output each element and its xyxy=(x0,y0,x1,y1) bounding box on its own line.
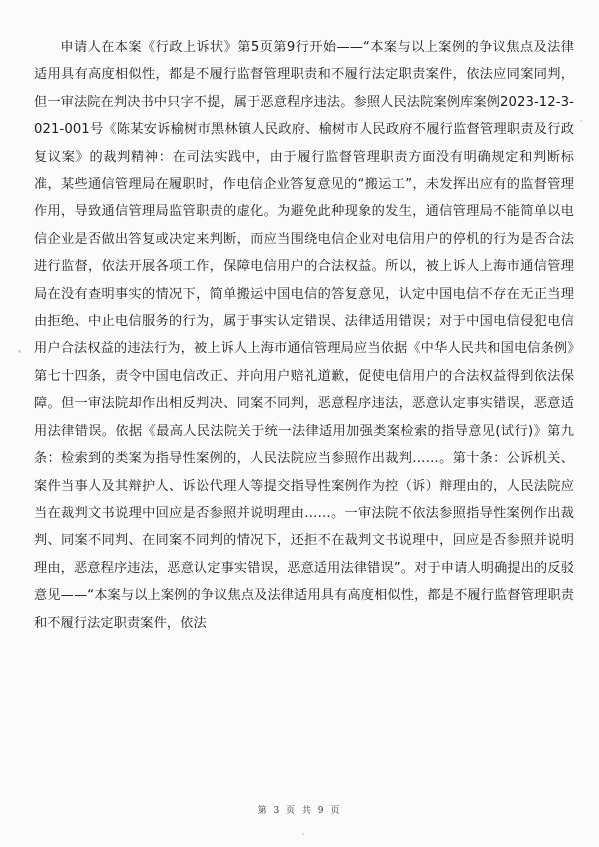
body-paragraph: 申请人在本案《行政上诉状》第5页第9行开始——“本案与以上案例的争议焦点及法律适用具有高度相似性，都是不履行监督管理职责和不履行法定职责案件，依法应同案同判，但一审法院在判决书中只字不提，属于恶意程序违法。参照人民法院案例库案例2023-12-3-021-001号《陈某安诉榆树市黑林镇人民政府、榆树市人民政府不履行监督管理职责及行政复议案》的裁判精神：在司法实践中，由于履行监督管理职责方面没有明确规定和判断标准，某些通信管理局在履职时，作电信企业答复意见的“搬运工”，未发挥出应有的监督管理作用，导致通信管理局监管职责的虚化。为避免此种现象的发生，通信管理局不能简单以电信企业是否做出答复或决定来判断，而应当围绕电信企业对电信用户的停机的行为是否合法进行监督，依法开展各项工作，保障电信用户的合法权益。所以，被上诉人上海市通信管理局在没有查明事实的情况下，简单搬运中国电信的答复意见，认定中国电信不存在无正当理由拒绝、中止电信服务的行为，属于事实认定错误、法律适用错误；对于中国电信侵犯电信用户合法权益的违法行为，被上诉人上海市通信管理局应当依据《中华人民共和国电信条例》第七十四条，责令中国电信改正、并向用户赔礼道歉，促使电信用户的合法权益得到依法保障。但一审法院却作出相反判决、同案不同判，恶意程序违法，恶意认定事实错误，恶意适用法律错误。依据《最高人民法院关于统一法律适用加强类案检索的指导意见(试行)》第九条：检索到的类案为指导性案例的，人民法院应当参照作出裁判……。第十条：公诉机关、案件当事人及其辩护人、诉讼代理人等提交指导性案例作为控（诉）辩理由的，人民法院应当在裁判文书说理中回应是否参照并说明理由……。一审法院不依法参照指导性案例作出裁判、同案不同判、在同案不同判的情况下，还拒不在裁判文书说理中，回应是否参照并说明理由，恶意程序违法，恶意认定事实错误，恶意适用法律错误”。对于申请人明确提出的反驳意见——“本案与以上案例的争议焦点及法律适用具有高度相似性，都是不履行监督管理职责和不履行法定职责案件，依法 xyxy=(34,40,574,631)
document-body xyxy=(34,34,574,637)
scan-speck xyxy=(18,350,21,353)
page-footer: 第 3 页 共 9 页 xyxy=(257,806,342,816)
scan-speck xyxy=(302,833,304,835)
scan-speck xyxy=(580,120,582,122)
